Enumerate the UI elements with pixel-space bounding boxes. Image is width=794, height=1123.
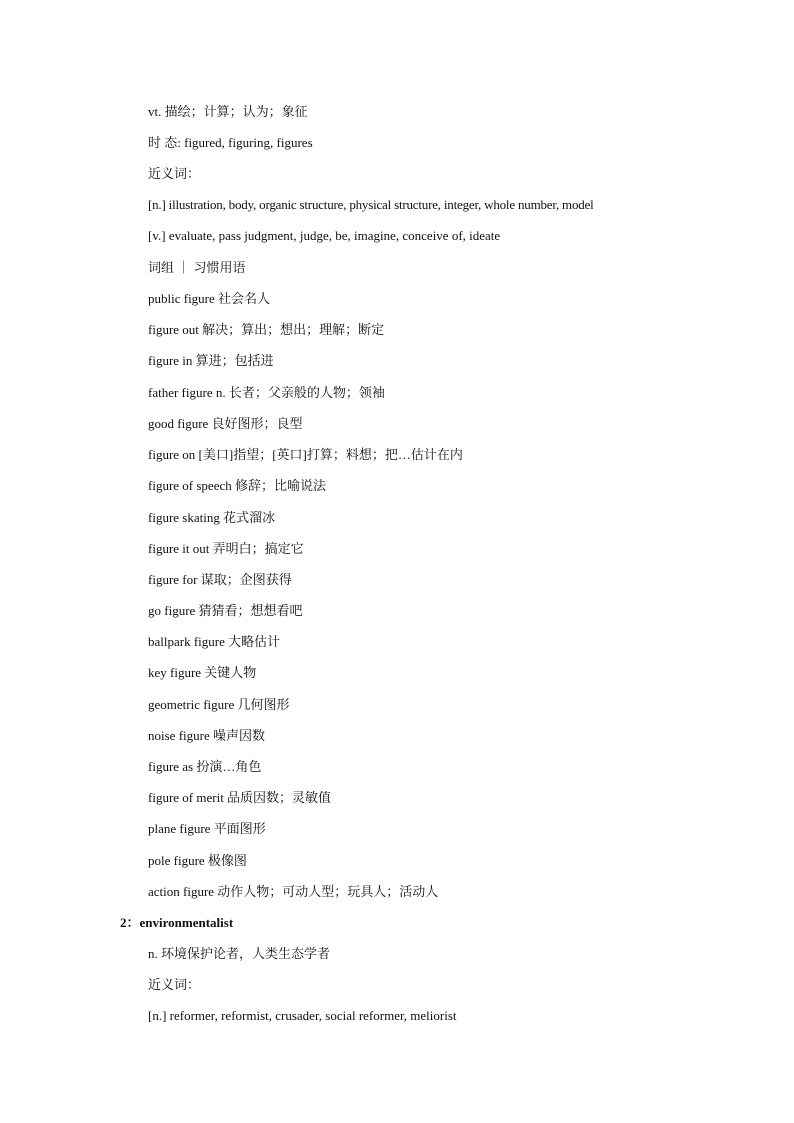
phrase-item: key figure 关键人物: [148, 665, 257, 680]
entry-heading: 2：environmentalist: [120, 915, 234, 930]
definition-entry2: n. 环境保护论者，人类生态学者: [148, 946, 331, 961]
phrase-item: figure in 算进；包括进: [148, 353, 274, 368]
definition-entry1: vt. 描绘；计算；认为；象征: [148, 104, 308, 119]
synonyms-label: 近义词：: [148, 977, 201, 992]
synonyms-verb: [v.] evaluate, pass judgment, judge, be, imagine, conceive of, ideate: [148, 228, 501, 243]
phrase-item: noise figure 噪声因数: [148, 728, 265, 743]
phrase-item: good figure 良好图形；良型: [148, 416, 303, 431]
synonyms-label: 近义词：: [148, 166, 201, 181]
phrase-item: public figure 社会名人: [148, 291, 271, 306]
phrases-label: 词组 ｜ 习惯用语: [148, 260, 246, 275]
phrase-item: figure it out 弄明白；搞定它: [148, 541, 304, 556]
phrase-item: figure out 解决；算出；想出；理解；断定: [148, 322, 385, 337]
phrase-item: figure skating 花式溜冰: [148, 510, 276, 525]
phrase-item: figure for 谋取；企图获得: [148, 572, 292, 587]
phrase-item: plane figure 平面图形: [148, 821, 266, 836]
phrase-item: figure on [美口]指望；[英口]打算；料想；把…估计在内: [148, 447, 463, 462]
phrase-item: figure of speech 修辞；比喻说法: [148, 478, 326, 493]
tense-forms: 时 态: figured, figuring, figures: [148, 135, 313, 150]
synonyms-noun: [n.] reformer, reformist, crusader, social reformer, meliorist: [148, 1008, 457, 1023]
phrase-item: ballpark figure 大略估计: [148, 634, 281, 649]
phrase-item: go figure 猜猜看；想想看吧: [148, 603, 303, 618]
synonyms-noun: [n.] illustration, body, organic structure, physical structure, integer, whole number, model: [148, 197, 594, 212]
phrase-item: figure of merit 品质因数；灵敏值: [148, 790, 332, 805]
phrase-item: father figure n. 长者；父亲般的人物；领袖: [148, 385, 385, 400]
phrase-item: geometric figure 几何图形: [148, 697, 290, 712]
phrase-item: figure as 扮演…角色: [148, 759, 262, 774]
phrase-item: pole figure 极像图: [148, 853, 247, 868]
phrase-item: action figure 动作人物；可动人型；玩具人；活动人: [148, 884, 439, 899]
